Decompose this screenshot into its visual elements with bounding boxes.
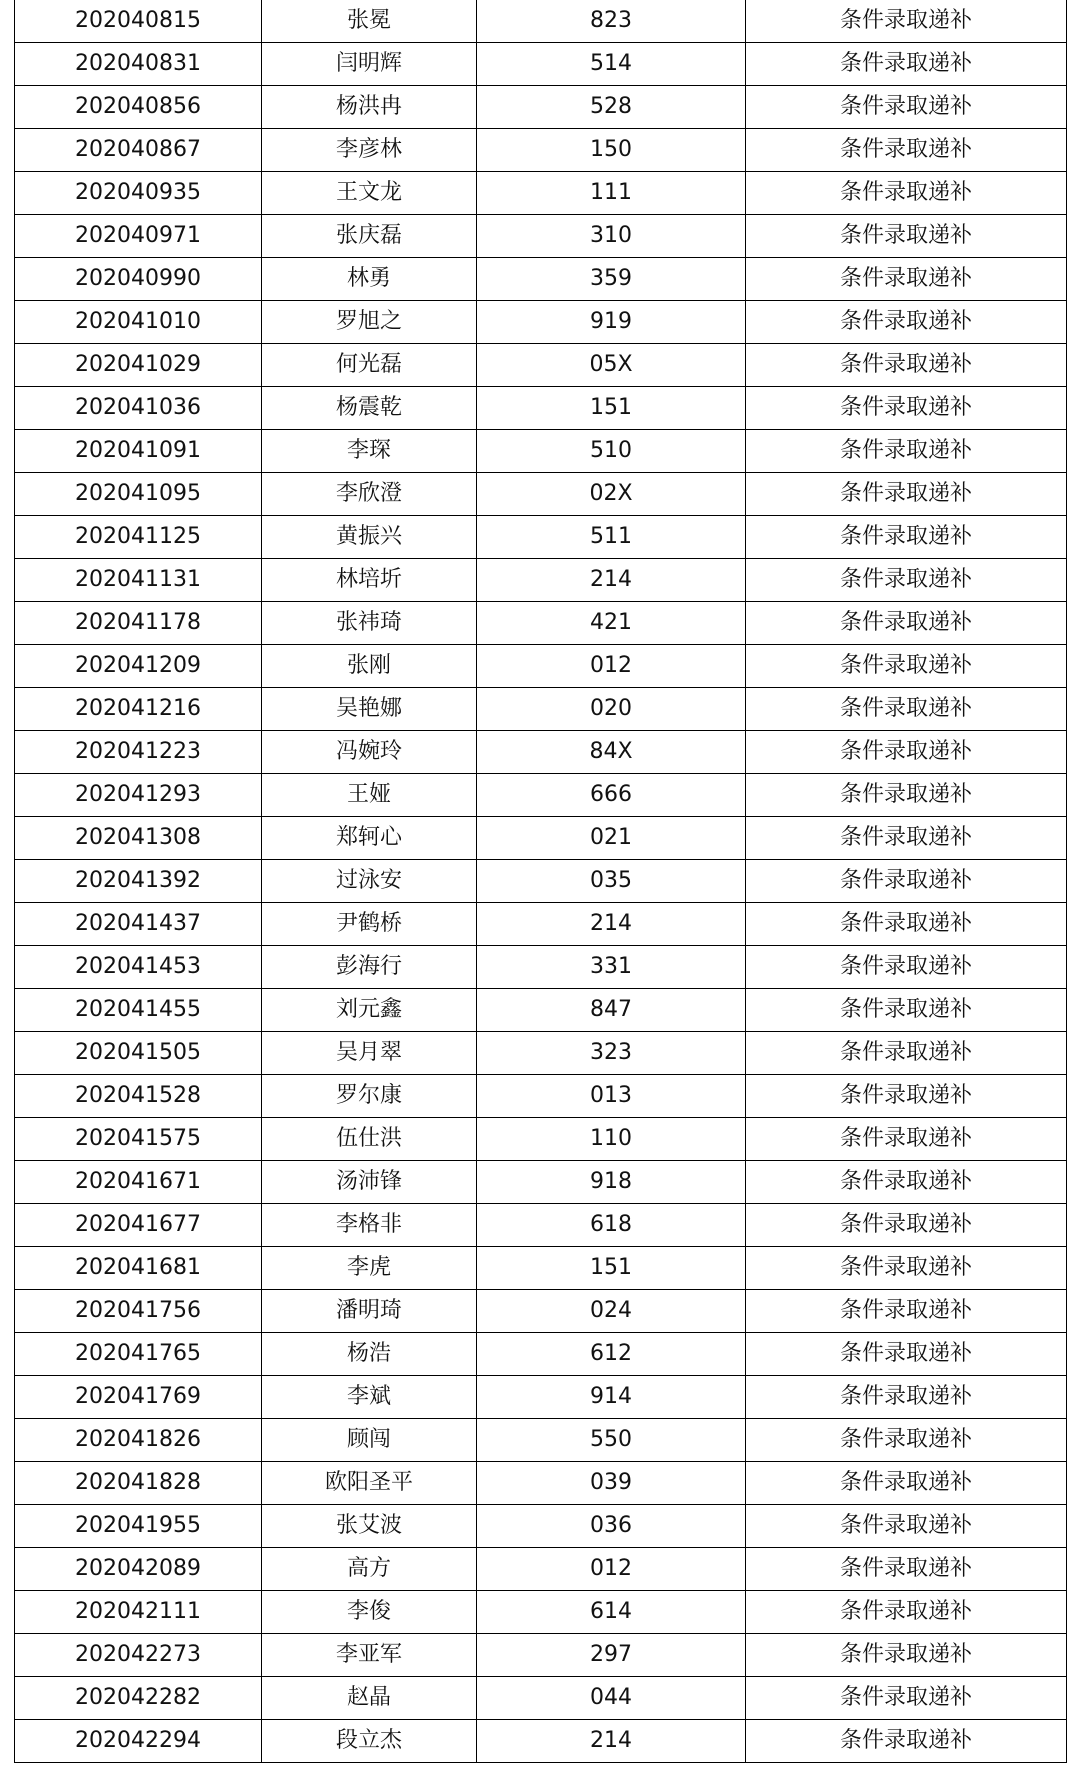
admission-status-cell: 条件录取递补 [746,1634,1067,1677]
id-suffix-cell: 612 [477,1333,746,1376]
admission-status-cell: 条件录取递补 [746,0,1067,43]
candidate-name-cell: 郑轲心 [262,817,477,860]
table-row [15,1419,1067,1462]
candidate-name-cell: 李虎 [262,1247,477,1290]
candidate-id-cell: 202041575 [15,1118,262,1161]
table-row [15,1333,1067,1376]
candidate-id-cell: 202041131 [15,559,262,602]
id-suffix-cell: 036 [477,1505,746,1548]
candidate-id-cell: 202042294 [15,1720,262,1763]
candidate-name-cell: 高方 [262,1548,477,1591]
candidate-name-cell: 罗尔康 [262,1075,477,1118]
table-row [15,1720,1067,1763]
candidate-name-cell: 彭海行 [262,946,477,989]
candidate-name-cell: 吴月翠 [262,1032,477,1075]
admission-status-cell: 条件录取递补 [746,301,1067,344]
admission-status-cell: 条件录取递补 [746,387,1067,430]
table-row [15,1634,1067,1677]
id-suffix-cell: 310 [477,215,746,258]
candidate-id-cell: 202041681 [15,1247,262,1290]
admission-status-cell: 条件录取递补 [746,1118,1067,1161]
id-suffix-cell: 823 [477,0,746,43]
candidate-name-cell: 李琛 [262,430,477,473]
candidate-id-cell: 202041677 [15,1204,262,1247]
admission-status-cell: 条件录取递补 [746,946,1067,989]
candidate-name-cell: 张冕 [262,0,477,43]
id-suffix-cell: 151 [477,1247,746,1290]
admission-status-cell: 条件录取递补 [746,1505,1067,1548]
candidate-name-cell: 冯婉玲 [262,731,477,774]
id-suffix-cell: 214 [477,903,746,946]
admission-status-cell: 条件录取递补 [746,473,1067,516]
admission-status-cell: 条件录取递补 [746,1591,1067,1634]
table-row [15,731,1067,774]
admission-status-cell: 条件录取递补 [746,817,1067,860]
candidate-id-cell: 202042111 [15,1591,262,1634]
candidate-id-cell: 202042089 [15,1548,262,1591]
id-suffix-cell: 039 [477,1462,746,1505]
candidate-name-cell: 林勇 [262,258,477,301]
admission-status-cell: 条件录取递补 [746,1548,1067,1591]
candidate-id-cell: 202041765 [15,1333,262,1376]
admission-status-cell: 条件录取递补 [746,344,1067,387]
candidate-id-cell: 202041216 [15,688,262,731]
candidate-name-cell: 赵晶 [262,1677,477,1720]
id-suffix-cell: 013 [477,1075,746,1118]
id-suffix-cell: 151 [477,387,746,430]
admission-status-cell: 条件录取递补 [746,1161,1067,1204]
id-suffix-cell: 918 [477,1161,746,1204]
candidate-id-cell: 202041505 [15,1032,262,1075]
id-suffix-cell: 666 [477,774,746,817]
table-row [15,1247,1067,1290]
admission-status-cell: 条件录取递补 [746,129,1067,172]
id-suffix-cell: 150 [477,129,746,172]
admission-status-cell: 条件录取递补 [746,258,1067,301]
id-suffix-cell: 035 [477,860,746,903]
id-suffix-cell: 214 [477,1720,746,1763]
admission-status-cell: 条件录取递补 [746,1333,1067,1376]
table-row [15,860,1067,903]
table-row [15,1376,1067,1419]
table-row [15,602,1067,645]
candidate-id-cell: 202040867 [15,129,262,172]
candidate-name-cell: 李俊 [262,1591,477,1634]
admission-status-cell: 条件录取递补 [746,774,1067,817]
table-row [15,387,1067,430]
id-suffix-cell: 021 [477,817,746,860]
candidate-id-cell: 202041756 [15,1290,262,1333]
id-suffix-cell: 614 [477,1591,746,1634]
admission-status-cell: 条件录取递补 [746,688,1067,731]
table-row [15,430,1067,473]
candidate-id-cell: 202040990 [15,258,262,301]
candidate-name-cell: 张艾波 [262,1505,477,1548]
candidate-id-cell: 202042282 [15,1677,262,1720]
candidate-id-cell: 202041125 [15,516,262,559]
candidate-name-cell: 过泳安 [262,860,477,903]
admission-status-cell: 条件录取递补 [746,1419,1067,1462]
table-row [15,215,1067,258]
candidate-id-cell: 202041308 [15,817,262,860]
candidate-name-cell: 王娅 [262,774,477,817]
candidate-name-cell: 尹鹤桥 [262,903,477,946]
candidate-id-cell: 202041095 [15,473,262,516]
candidate-id-cell: 202040831 [15,43,262,86]
table-row [15,1591,1067,1634]
table-row [15,1505,1067,1548]
table-row [15,1118,1067,1161]
table-row [15,0,1067,43]
admission-status-cell: 条件录取递补 [746,559,1067,602]
candidate-id-cell: 202041437 [15,903,262,946]
candidate-name-cell: 刘元鑫 [262,989,477,1032]
id-suffix-cell: 510 [477,430,746,473]
candidate-name-cell: 顾闯 [262,1419,477,1462]
candidate-id-cell: 202041293 [15,774,262,817]
table-row [15,946,1067,989]
candidate-name-cell: 张刚 [262,645,477,688]
table-row [15,1548,1067,1591]
admission-status-cell: 条件录取递补 [746,1462,1067,1505]
admission-status-cell: 条件录取递补 [746,43,1067,86]
id-suffix-cell: 111 [477,172,746,215]
table-row [15,172,1067,215]
id-suffix-cell: 323 [477,1032,746,1075]
admission-status-cell: 条件录取递补 [746,172,1067,215]
table-row [15,817,1067,860]
candidate-id-cell: 202041091 [15,430,262,473]
candidate-name-cell: 潘明琦 [262,1290,477,1333]
candidate-name-cell: 吴艳娜 [262,688,477,731]
candidate-name-cell: 罗旭之 [262,301,477,344]
admission-status-cell: 条件录取递补 [746,430,1067,473]
table-row [15,1032,1067,1075]
candidate-id-cell: 202041528 [15,1075,262,1118]
id-suffix-cell: 528 [477,86,746,129]
id-suffix-cell: 05X [477,344,746,387]
table-row [15,688,1067,731]
id-suffix-cell: 024 [477,1290,746,1333]
candidate-id-cell: 202040856 [15,86,262,129]
candidate-id-cell: 202041392 [15,860,262,903]
table-row [15,301,1067,344]
candidate-id-cell: 202041036 [15,387,262,430]
admission-status-cell: 条件录取递补 [746,1720,1067,1763]
candidate-id-cell: 202041826 [15,1419,262,1462]
table-row [15,1462,1067,1505]
admission-status-cell: 条件录取递补 [746,86,1067,129]
candidate-name-cell: 汤沛锋 [262,1161,477,1204]
id-suffix-cell: 331 [477,946,746,989]
id-suffix-cell: 359 [477,258,746,301]
id-suffix-cell: 012 [477,1548,746,1591]
candidate-id-cell: 202040971 [15,215,262,258]
table-row [15,129,1067,172]
candidate-name-cell: 李彦林 [262,129,477,172]
admission-status-cell: 条件录取递补 [746,731,1067,774]
candidate-id-cell: 202041223 [15,731,262,774]
candidate-id-cell: 202041029 [15,344,262,387]
id-suffix-cell: 020 [477,688,746,731]
table-row [15,1677,1067,1720]
candidate-id-cell: 202041455 [15,989,262,1032]
table-row [15,989,1067,1032]
table-row [15,344,1067,387]
candidate-name-cell: 李格非 [262,1204,477,1247]
candidate-id-cell: 202040815 [15,0,262,43]
candidate-name-cell: 闫明辉 [262,43,477,86]
id-suffix-cell: 550 [477,1419,746,1462]
table-row [15,516,1067,559]
candidate-name-cell: 杨浩 [262,1333,477,1376]
candidate-name-cell: 杨洪冉 [262,86,477,129]
admission-status-cell: 条件录取递补 [746,516,1067,559]
admission-status-cell: 条件录取递补 [746,860,1067,903]
candidate-name-cell: 张祎琦 [262,602,477,645]
candidate-name-cell: 黄振兴 [262,516,477,559]
id-suffix-cell: 618 [477,1204,746,1247]
id-suffix-cell: 421 [477,602,746,645]
id-suffix-cell: 012 [477,645,746,688]
candidate-id-cell: 202041178 [15,602,262,645]
admission-list-sheet [14,0,1066,1790]
id-suffix-cell: 214 [477,559,746,602]
candidate-name-cell: 张庆磊 [262,215,477,258]
admission-status-cell: 条件录取递补 [746,1032,1067,1075]
table-row [15,1075,1067,1118]
table-row [15,473,1067,516]
candidate-name-cell: 李亚军 [262,1634,477,1677]
table-row [15,1204,1067,1247]
admission-table [14,0,1067,1763]
admission-status-cell: 条件录取递补 [746,1677,1067,1720]
id-suffix-cell: 511 [477,516,746,559]
candidate-id-cell: 202042273 [15,1634,262,1677]
candidate-id-cell: 202041955 [15,1505,262,1548]
candidate-id-cell: 202040935 [15,172,262,215]
candidate-name-cell: 段立杰 [262,1720,477,1763]
candidate-name-cell: 李斌 [262,1376,477,1419]
id-suffix-cell: 847 [477,989,746,1032]
candidate-name-cell: 杨震乾 [262,387,477,430]
admission-status-cell: 条件录取递补 [746,1075,1067,1118]
candidate-id-cell: 202041010 [15,301,262,344]
id-suffix-cell: 914 [477,1376,746,1419]
table-row [15,86,1067,129]
admission-status-cell: 条件录取递补 [746,903,1067,946]
candidate-id-cell: 202041828 [15,1462,262,1505]
candidate-name-cell: 何光磊 [262,344,477,387]
candidate-name-cell: 王文龙 [262,172,477,215]
table-row [15,774,1067,817]
table-row [15,1161,1067,1204]
candidate-id-cell: 202041209 [15,645,262,688]
table-row [15,43,1067,86]
id-suffix-cell: 02X [477,473,746,516]
id-suffix-cell: 514 [477,43,746,86]
id-suffix-cell: 044 [477,1677,746,1720]
admission-table-body [15,0,1067,1763]
candidate-name-cell: 李欣澄 [262,473,477,516]
table-row [15,258,1067,301]
table-row [15,1290,1067,1333]
id-suffix-cell: 84X [477,731,746,774]
id-suffix-cell: 919 [477,301,746,344]
candidate-name-cell: 欧阳圣平 [262,1462,477,1505]
admission-status-cell: 条件录取递补 [746,602,1067,645]
table-row [15,559,1067,602]
table-row [15,903,1067,946]
candidate-name-cell: 伍仕洪 [262,1118,477,1161]
candidate-id-cell: 202041769 [15,1376,262,1419]
admission-status-cell: 条件录取递补 [746,1376,1067,1419]
admission-status-cell: 条件录取递补 [746,215,1067,258]
admission-status-cell: 条件录取递补 [746,1204,1067,1247]
admission-status-cell: 条件录取递补 [746,989,1067,1032]
admission-status-cell: 条件录取递补 [746,645,1067,688]
candidate-name-cell: 林培圻 [262,559,477,602]
admission-status-cell: 条件录取递补 [746,1247,1067,1290]
admission-status-cell: 条件录取递补 [746,1290,1067,1333]
id-suffix-cell: 110 [477,1118,746,1161]
candidate-id-cell: 202041453 [15,946,262,989]
table-row [15,645,1067,688]
candidate-id-cell: 202041671 [15,1161,262,1204]
id-suffix-cell: 297 [477,1634,746,1677]
